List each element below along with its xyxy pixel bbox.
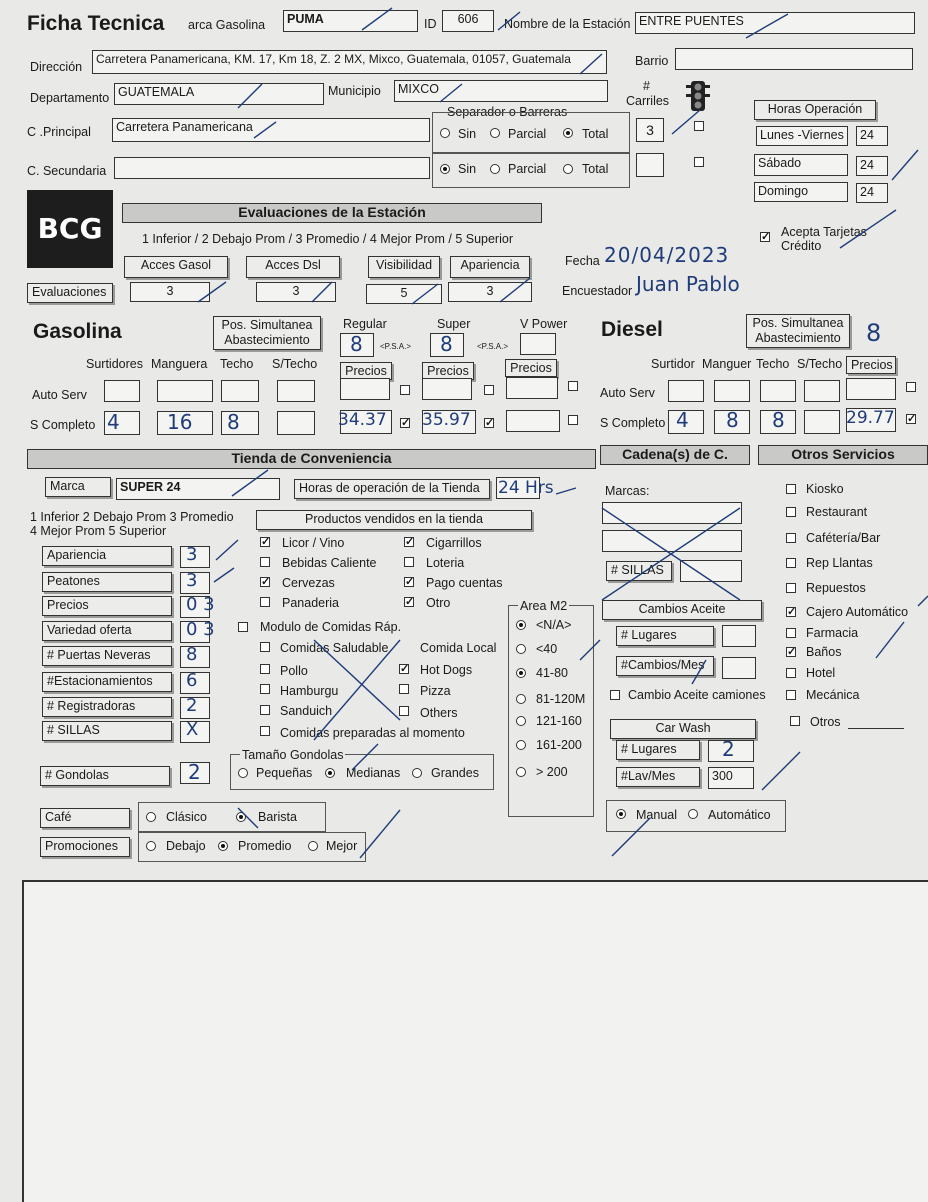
area-option-label: <40 <box>536 642 558 656</box>
sep1-sin-radio[interactable] <box>440 128 450 138</box>
manual-radio[interactable] <box>616 809 626 819</box>
dsl-precios-label: Precios <box>846 356 896 374</box>
carriles-hash: # <box>643 79 650 93</box>
otros-servicio-checkbox[interactable] <box>786 533 796 543</box>
marcas-field-1[interactable] <box>602 502 742 524</box>
marca-gasolina-field[interactable]: PUMA <box>283 10 418 32</box>
tamano-grandes-label: Grandes <box>431 766 479 780</box>
dsl-as-checkbox[interactable] <box>906 382 916 392</box>
tamano-medianas-radio[interactable] <box>325 768 335 778</box>
loteria-label: Loteria <box>426 556 465 570</box>
otros-servicio-label: Restaurant <box>806 505 868 519</box>
otros-checkbox[interactable] <box>790 716 800 726</box>
hotdogs-label: Hot Dogs <box>420 663 473 677</box>
encuestador-value[interactable]: Juan Pablo <box>636 272 740 296</box>
otros-servicio-label: Cafétería/Bar <box>806 531 881 545</box>
acces-dsl-label: Acces Dsl <box>246 256 340 278</box>
comida-local-label: Comida Local <box>420 641 497 655</box>
marca-gasolina-label: arca Gasolina <box>188 18 266 32</box>
c-principal-field[interactable]: Carretera Panamericana <box>112 118 430 142</box>
sep2-parcial-label: Parcial <box>508 162 547 176</box>
pago-checkbox[interactable]: ✓ <box>405 576 415 588</box>
evaluaciones-header: Evaluaciones de la Estación <box>122 203 542 223</box>
otros-servicio-label: Hotel <box>806 666 836 680</box>
gas-as-reg-checkbox[interactable] <box>400 385 410 395</box>
tienda-marca-label: Marca <box>45 477 111 497</box>
lav-mes-label: #Lav/Mes <box>616 767 700 787</box>
apariencia-eval-label: Apariencia <box>450 256 530 278</box>
acces-gasol-label: Acces Gasol <box>124 256 228 278</box>
cambios-lugares-field[interactable] <box>722 625 756 647</box>
precios-regular-label: Precios <box>340 362 392 380</box>
cigarrillos-checkbox[interactable]: ✓ <box>405 536 415 548</box>
sep1-parcial-radio[interactable] <box>490 128 500 138</box>
gas-s-completo-label: S Completo <box>30 418 96 432</box>
col-techo: Techo <box>220 357 254 371</box>
rating-value: 2 <box>186 695 198 716</box>
regular-value: 8 <box>350 332 363 356</box>
rating-value: 0 3 <box>186 619 215 640</box>
col-manguera: Manguera <box>151 357 208 371</box>
rating-label: # SILLAS <box>42 721 172 741</box>
super-value: 8 <box>440 332 453 356</box>
gas-as-precio-vpower[interactable] <box>506 377 558 399</box>
area-option-label: 161-200 <box>536 738 582 752</box>
vpower-label: V Power <box>520 317 568 331</box>
area-radio[interactable] <box>516 620 526 630</box>
c-secundaria-field[interactable] <box>114 157 430 179</box>
gas-auto-serv-label: Auto Serv <box>32 388 87 402</box>
promo-debajo-label: Debajo <box>166 839 206 853</box>
dsl-auto-serv-label: Auto Serv <box>600 386 655 400</box>
dsl-as-manguer[interactable] <box>714 380 750 402</box>
gas-sc-surtidores-value: 4 <box>107 410 120 434</box>
encuestador-label: Encuestador <box>562 284 633 298</box>
id-label: ID <box>424 17 437 31</box>
otro-checkbox[interactable]: ✓ <box>405 596 415 608</box>
cambios-aceite-header: Cambios Aceite <box>602 600 762 620</box>
otros-servicio-label: Cajero Automático <box>806 605 909 619</box>
sep1-parcial-label: Parcial <box>508 127 547 141</box>
area-option-label: 41-80 <box>536 666 568 680</box>
cambios-mes-label: #Cambios/Mes <box>616 656 714 676</box>
barrio-label: Barrio <box>635 54 669 68</box>
tienda-scale-2: 4 Mejor Prom 5 Superior <box>30 524 167 538</box>
vpower-field[interactable] <box>520 333 556 355</box>
gas-as-surtidores[interactable] <box>104 380 140 402</box>
estacion-field[interactable]: ENTRE PUENTES <box>635 12 915 34</box>
psa-1: <P.S.A.> <box>380 342 411 351</box>
promo-debajo-radio[interactable] <box>146 841 156 851</box>
hotdogs-checkbox[interactable]: ✓ <box>400 663 410 675</box>
area-option-label: 121-160 <box>536 714 582 728</box>
hamburgu-label: Hamburgu <box>280 684 339 698</box>
sanduich-checkbox[interactable] <box>260 705 270 715</box>
cadena-sillas-field[interactable] <box>680 560 742 582</box>
bebidas-label: Bebidas Caliente <box>282 556 377 570</box>
dsl-as-surtidor[interactable] <box>668 380 704 402</box>
saludable-label: Comidas Saludable <box>280 641 389 655</box>
super-label: Super <box>437 317 471 331</box>
lav-mes-field[interactable]: 300 <box>708 767 754 789</box>
rating-label: Precios <box>42 596 172 616</box>
rating-label: # Puertas Neveras <box>42 646 172 666</box>
col-surtidores: Surtidores <box>86 357 143 371</box>
carriles-2-field[interactable] <box>636 153 664 177</box>
manual-label: Manual <box>636 808 677 822</box>
dsl-sc-surtidor-value: 4 <box>676 408 689 432</box>
dsl-col-surtidor: Surtidor <box>651 357 695 371</box>
rating-label: Peatones <box>42 572 172 592</box>
promo-mejor-radio[interactable] <box>308 841 318 851</box>
preparadas-checkbox[interactable] <box>260 726 270 736</box>
acces-dsl-field[interactable]: 3 <box>256 282 336 302</box>
barrio-field[interactable] <box>675 48 913 70</box>
municipio-field[interactable]: MIXCO <box>394 80 608 102</box>
departamento-field[interactable]: GUATEMALA <box>114 83 324 105</box>
dsl-col-stecho: S/Techo <box>797 357 843 371</box>
gas-sc-reg-checkbox[interactable]: ✓ <box>401 417 411 429</box>
cambios-lugares-label: # Lugares <box>616 626 714 646</box>
sep1-sin-label: Sin <box>458 127 477 141</box>
otros-servicio-checkbox[interactable] <box>786 583 796 593</box>
rating-label: # Registradoras <box>42 697 172 717</box>
bcg-logo: BCG <box>27 190 113 268</box>
visibilidad-field[interactable]: 5 <box>366 284 442 304</box>
others-label: Others <box>420 706 458 720</box>
dsl-as-precio[interactable] <box>846 378 896 400</box>
apariencia-eval-field[interactable]: 3 <box>448 282 532 302</box>
gas-as-sup-checkbox[interactable] <box>484 385 494 395</box>
sep2-parcial-radio[interactable] <box>490 164 500 174</box>
loteria-checkbox[interactable] <box>404 557 414 567</box>
promo-mejor-label: Mejor <box>326 839 358 853</box>
area-option-label: 81-120M <box>536 692 586 706</box>
domingo-label: Domingo <box>754 182 848 202</box>
precio-regular-value: 34.37 <box>338 410 387 430</box>
sep2-total-radio[interactable] <box>563 164 573 174</box>
pizza-label: Pizza <box>420 684 451 698</box>
licor-label: Licor / Vino <box>282 536 345 550</box>
dsl-sc-techo-value: 8 <box>772 408 785 432</box>
otros-servicio-label: Kiosko <box>806 482 844 496</box>
otros-servicio-checkbox[interactable] <box>786 484 796 494</box>
otros-servicio-label: Mecánica <box>806 688 860 702</box>
panaderia-label: Panaderia <box>282 596 339 610</box>
gas-as-precio-super[interactable] <box>422 378 472 400</box>
sabado-field[interactable]: 24 <box>856 156 888 176</box>
otros-servicio-label: Repuestos <box>806 581 866 595</box>
gas-sc-precio-vpower[interactable] <box>506 410 560 432</box>
gas-sc-vp-checkbox[interactable] <box>568 415 578 425</box>
sep1-total-label: Total <box>582 127 609 141</box>
cadena-header: Cadena(s) de C. <box>600 445 750 465</box>
area-radio[interactable] <box>516 767 526 777</box>
form-title: Ficha Tecnica <box>27 12 165 35</box>
area-group <box>508 605 594 817</box>
preparadas-label: Comidas preparadas al momento <box>280 726 465 740</box>
psa-2: <P.S.A.> <box>477 342 508 351</box>
gas-as-manguera[interactable] <box>157 380 213 402</box>
rating-value: 0 3 <box>186 594 215 615</box>
dsl-col-techo: Techo <box>756 357 790 371</box>
modulo-checkbox[interactable] <box>238 622 248 632</box>
panaderia-checkbox[interactable] <box>260 597 270 607</box>
dsl-s-completo-label: S Completo <box>600 416 666 430</box>
pago-label: Pago cuentas <box>426 576 503 590</box>
dsl-as-techo[interactable] <box>760 380 796 402</box>
marcas-label: Marcas: <box>605 484 650 498</box>
fecha-value[interactable]: 20/04/2023 <box>604 243 730 267</box>
area-radio[interactable] <box>516 644 526 654</box>
c-principal-label: C .Principal <box>27 125 91 139</box>
area-option-label: > 200 <box>536 765 568 779</box>
rating-value: X <box>186 719 199 740</box>
dsl-pos-value[interactable]: 8 <box>866 319 882 347</box>
camiones-label: Cambio Aceite camiones <box>628 688 766 702</box>
area-label: Area M2 <box>520 599 568 613</box>
cervezas-checkbox[interactable]: ✓ <box>261 576 271 588</box>
cadena-sillas-label: # SILLAS <box>606 561 672 581</box>
lunes-label: Lunes -Viernes <box>756 126 848 146</box>
tamano-medianas-label: Medianas <box>346 766 401 780</box>
otros-label: Otros <box>810 715 841 729</box>
direccion-field[interactable]: Carretera Panamericana, KM. 17, Km 18, Z. 2 MX, Mixco, Guatemala, 01057, Guatemala <box>92 50 607 74</box>
dsl-sc-manguer-value: 8 <box>726 408 739 432</box>
area-option-label: <N/A> <box>536 618 572 632</box>
automatico-label: Automático <box>708 808 771 822</box>
pollo-label: Pollo <box>280 664 308 678</box>
gas-sc-sup-checkbox[interactable]: ✓ <box>485 417 495 429</box>
bebidas-checkbox[interactable] <box>260 557 270 567</box>
area-radio[interactable] <box>516 716 526 726</box>
carwash-header: Car Wash <box>610 719 756 739</box>
area-radio[interactable] <box>516 740 526 750</box>
carriles-checkbox[interactable] <box>694 121 704 131</box>
evaluaciones-label: Evaluaciones <box>27 283 113 303</box>
tarjetas-checkbox[interactable]: ✓ <box>761 231 771 243</box>
tienda-header: Tienda de Conveniencia <box>27 449 596 469</box>
marcas-field-2[interactable] <box>602 530 742 552</box>
lunes-field[interactable]: 24 <box>856 126 888 146</box>
tarjetas-label: Acepta Tarjetas Crédito <box>781 225 867 253</box>
rating-label: Apariencia <box>42 546 172 566</box>
id-field[interactable]: 606 <box>442 10 494 32</box>
notes-area[interactable] <box>22 880 928 1202</box>
modulo-label: Modulo de Comidas Ráp. <box>260 620 402 634</box>
gas-as-vp-checkbox[interactable] <box>568 381 578 391</box>
precios-super-label: Precios <box>422 362 474 380</box>
otro-label: Otro <box>426 596 451 610</box>
cafe-clasico-radio[interactable] <box>146 812 156 822</box>
area-radio[interactable] <box>516 694 526 704</box>
sanduich-label: Sanduich <box>280 704 333 718</box>
licor-checkbox[interactable]: ✓ <box>261 536 271 548</box>
sabado-label: Sábado <box>754 154 848 176</box>
camiones-checkbox[interactable] <box>610 690 620 700</box>
hamburgu-checkbox[interactable] <box>260 684 270 694</box>
precios-vpower-label: Precios <box>505 359 557 377</box>
carwash-lugares-label: # Lugares <box>616 740 700 760</box>
precio-super-value: 35.97 <box>422 410 471 430</box>
direccion-label: Dirección <box>30 60 83 74</box>
gas-as-techo[interactable] <box>221 380 259 402</box>
gas-as-precio-regular[interactable] <box>340 378 390 400</box>
saludable-checkbox[interactable] <box>260 642 270 652</box>
sep1-total-radio[interactable] <box>563 128 573 138</box>
gas-sc-manguera-value: 16 <box>167 410 193 434</box>
gas-pos-simultanea-label: Pos. Simultanea Abastecimiento <box>213 316 321 350</box>
tienda-horas-value: 24 Hrs <box>498 478 554 498</box>
promociones-label: Promociones <box>40 837 130 857</box>
dsl-sc-stecho[interactable] <box>804 410 840 434</box>
others-checkbox[interactable] <box>399 706 409 716</box>
col-stecho: S/Techo <box>272 357 318 371</box>
tamano-pequenas-radio[interactable] <box>238 768 248 778</box>
rating-label: #Estacionamientos <box>42 672 172 692</box>
rating-label: Variedad oferta <box>42 621 172 641</box>
departamento-label: Departamento <box>30 91 110 105</box>
pizza-checkbox[interactable] <box>399 684 409 694</box>
promo-promedio-radio[interactable] <box>218 841 228 851</box>
otros-servicio-checkbox[interactable] <box>786 507 796 517</box>
gas-sc-stecho[interactable] <box>277 411 315 435</box>
dsl-col-manguer: Manguer <box>702 357 752 371</box>
area-radio[interactable] <box>516 668 526 678</box>
otros-servicio-checkbox[interactable] <box>786 628 796 638</box>
otros-servicio-label: Baños <box>806 645 842 659</box>
otros-servicio-label: Rep Llantas <box>806 556 873 570</box>
pollo-checkbox[interactable] <box>260 664 270 674</box>
acces-gasol-field[interactable]: 3 <box>130 282 210 302</box>
promo-promedio-label: Promedio <box>238 839 292 853</box>
dsl-sc-checkbox[interactable]: ✓ <box>907 413 917 425</box>
domingo-field[interactable]: 24 <box>856 183 888 203</box>
carriles-label: Carriles <box>626 94 670 108</box>
otros-servicio-checkbox[interactable] <box>786 690 796 700</box>
diesel-title: Diesel <box>601 318 663 341</box>
sep2-sin-radio[interactable] <box>440 164 450 174</box>
rating-value: 6 <box>186 670 198 691</box>
cambios-mes-field[interactable] <box>722 657 756 679</box>
tienda-marca-field[interactable]: SUPER 24 <box>116 478 280 500</box>
evaluaciones-scale: 1 Inferior / 2 Debajo Prom / 3 Promedio / 4 Mejor Prom / 5 Superior <box>142 232 513 246</box>
traffic-light-icon <box>684 80 712 114</box>
rating-value: 3 <box>186 544 198 565</box>
otros-servicio-checkbox[interactable] <box>786 558 796 568</box>
carriles-field[interactable]: 3 <box>636 118 664 142</box>
otros-servicio-checkbox[interactable]: ✓ <box>787 646 797 658</box>
otros-servicio-checkbox[interactable] <box>786 668 796 678</box>
cigarrillos-label: Cigarrillos <box>426 536 482 550</box>
cervezas-label: Cervezas <box>282 576 335 590</box>
tienda-horas-label: Horas de operación de la Tienda <box>294 479 490 499</box>
cafe-barista-radio[interactable] <box>236 812 246 822</box>
otros-servicio-label: Farmacia <box>806 626 859 640</box>
dsl-as-stecho[interactable] <box>804 380 840 402</box>
estacion-label: Nombre de la Estación <box>504 17 631 31</box>
cafe-clasico-label: Clásico <box>166 810 207 824</box>
gas-as-stecho[interactable] <box>277 380 315 402</box>
carwash-lugares-value: 2 <box>722 737 735 761</box>
tamano-label: Tamaño Gondolas <box>242 748 344 762</box>
sep2-sin-label: Sin <box>458 162 477 176</box>
cafe-barista-label: Barista <box>258 810 297 824</box>
c-secundaria-label: C. Secundaria <box>27 164 107 178</box>
separador-label: Separador o Barreras <box>447 105 568 119</box>
rating-value: 3 <box>186 570 198 591</box>
municipio-label: Municipio <box>328 84 381 98</box>
rating-value: 8 <box>186 644 198 665</box>
tamano-pequenas-label: Pequeñas <box>256 766 313 780</box>
visibilidad-label: Visibilidad <box>368 256 440 278</box>
otros-servicios-header: Otros Servicios <box>758 445 928 465</box>
cafe-label: Café <box>40 808 130 828</box>
otros-blank-line <box>848 728 904 729</box>
sep2-total-label: Total <box>582 162 609 176</box>
tamano-grandes-radio[interactable] <box>412 768 422 778</box>
gasolina-title: Gasolina <box>33 320 122 343</box>
productos-label: Productos vendidos en la tienda <box>256 510 532 530</box>
carriles-2-checkbox[interactable] <box>694 157 704 167</box>
tienda-scale-1: 1 Inferior 2 Debajo Prom 3 Promedio <box>30 510 234 524</box>
otros-servicio-checkbox[interactable]: ✓ <box>787 606 797 618</box>
dsl-precio-value: 29.77 <box>846 408 895 428</box>
gas-sc-techo-value: 8 <box>227 410 240 434</box>
regular-label: Regular <box>343 317 387 331</box>
gondolas-label: # Gondolas <box>40 766 170 786</box>
automatico-radio[interactable] <box>688 809 698 819</box>
gondolas-value: 2 <box>188 760 201 784</box>
dsl-pos-simultanea-label: Pos. Simultanea Abastecimiento <box>746 314 850 348</box>
fecha-label: Fecha <box>565 254 600 268</box>
horas-operacion-header: Horas Operación <box>754 100 876 120</box>
